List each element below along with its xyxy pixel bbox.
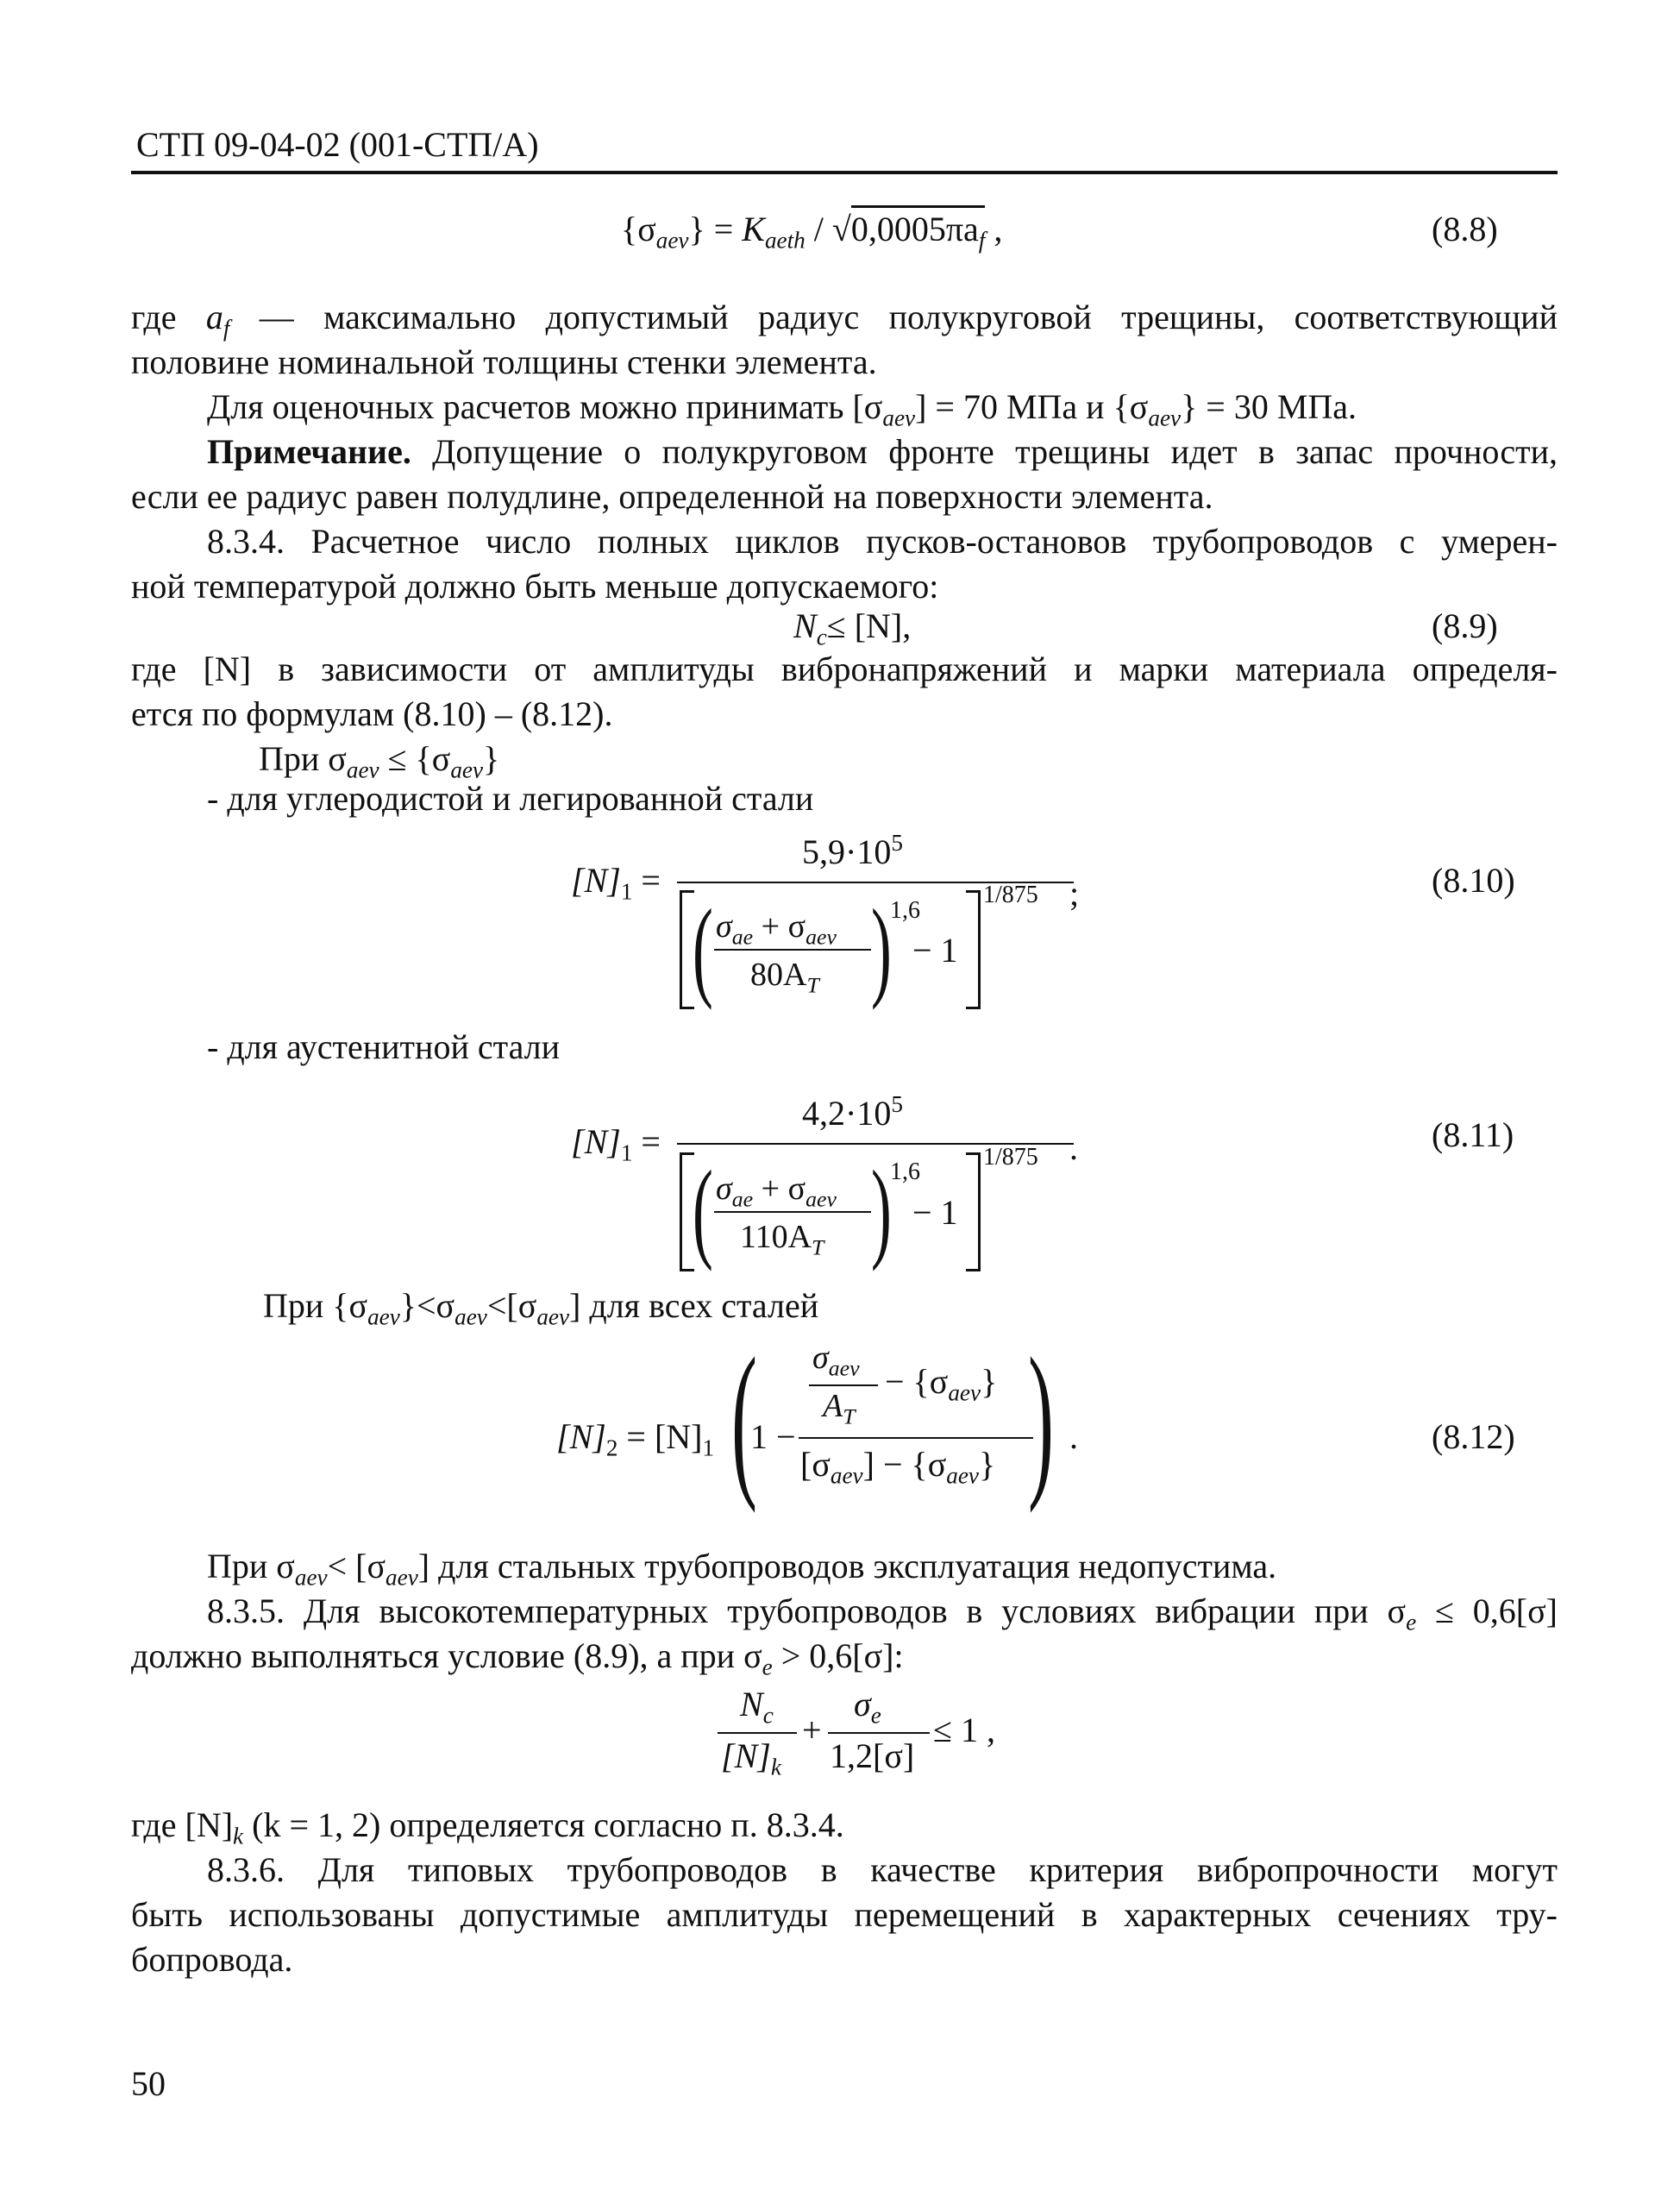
- minus-one: − 1: [912, 1193, 958, 1232]
- note-paragraph: Примечание. Допущение о полукруговом фронте трещины идет в запас прочности,: [207, 432, 1558, 471]
- condition-line: При $\sigma_{aev} \le \{\sigma_{aev}\}$: [259, 739, 500, 783]
- paragraph-line: где $a_f$ — максимально допустимый радиус полукруговой трещины, соответствующий: [131, 298, 1558, 342]
- eq-lhs: $[N]_2 = [N]_1$: [556, 1417, 715, 1461]
- running-header: СТП 09-04-02 (001-СТП/А): [136, 125, 539, 164]
- top-numerator: $\sigma_{aev}$: [812, 1340, 860, 1381]
- left-paren: (: [731, 1323, 757, 1514]
- ineq-n: $N_c$: [740, 1685, 774, 1729]
- equation-8-8: $\{\sigma_{aev}\} = K_{aeth} / √0,0005\pi a_f$ ,: [621, 207, 1002, 252]
- paragraph-line: если ее радиус равен полудлине, определенной на поверхности элемента.: [131, 477, 1213, 516]
- inner-power: 1,6: [890, 1158, 920, 1185]
- inner-power: 1,6: [890, 897, 920, 924]
- top-minus: − $\{\sigma_{aev}\}$: [885, 1362, 998, 1406]
- eq-numerator: $5,9\cdot 10^5$: [802, 830, 903, 871]
- eq-lhs: $[N]_1$ =: [571, 1122, 661, 1166]
- paragraph-line: Для оценочных расчетов можно принимать $[\sigma_{aev}] = 70$ МПа и $\{\sigma_{aev}\} = 30$ МПа.: [207, 387, 1357, 431]
- material-label: - для углеродистой и легированной стали: [207, 779, 814, 818]
- right-bracket: [966, 890, 981, 1009]
- page-number: 50: [131, 2064, 166, 2103]
- inner-numerator: $\sigma_{ae} + \sigma_{aev}$: [716, 1171, 837, 1212]
- paragraph-line: быть использованы допустимые амплитуды перемещений в характерных сечениях тру-: [131, 1895, 1558, 1934]
- inner-numerator: $\sigma_{ae} + \sigma_{aev}$: [716, 908, 837, 950]
- right-paren: ): [1028, 1323, 1054, 1514]
- paragraph-line: ется по формулам (8.10) – (8.12).: [131, 694, 613, 733]
- right-bracket: [966, 1152, 981, 1271]
- eq-tail: ;: [1069, 874, 1080, 913]
- ineq-num2: $\sigma_e$: [854, 1685, 881, 1729]
- paragraph-line: где $[N]_k$ (k = 1, 2) определяется согласно п. 8.3.4.: [131, 1805, 844, 1849]
- condition-line: При $\{\sigma_{aev}\}<\sigma_{aev}<[\sigma_{aev}]$ для всех сталей: [263, 1286, 819, 1330]
- one-minus: 1 −: [750, 1417, 796, 1456]
- paragraph-line: бопровода.: [131, 1940, 293, 1979]
- eq-numerator: $4,2\cdot 10^5$: [802, 1091, 903, 1133]
- main-fraction-bar: [799, 1437, 1033, 1439]
- inner-fraction-bar: [714, 1211, 871, 1213]
- equation-number: (8.10): [1432, 861, 1515, 900]
- ineq-den2: 1,2[σ]: [830, 1736, 915, 1775]
- material-label: - для аустенитной стали: [207, 1027, 561, 1066]
- inner-denominator: $80A_T$: [750, 957, 819, 998]
- header-rule: [131, 171, 1558, 174]
- equation-number: (8.12): [1432, 1417, 1515, 1456]
- outer-power: 1/875: [983, 1144, 1038, 1171]
- equation-number: (8.9): [1432, 606, 1498, 645]
- inner-denominator: $110A_T$: [740, 1219, 824, 1260]
- top-denominator: $A_T$: [823, 1388, 856, 1429]
- section-8-3-6: 8.3.6. Для типовых трубопроводов в качестве критерия вибропрочности могут: [207, 1850, 1558, 1889]
- paragraph-line: должно выполняться условие (8.9), а при $\sigma_e > 0,6[\sigma]$:: [131, 1636, 904, 1680]
- ineq-plus: +: [802, 1711, 822, 1749]
- ineq-den1: $[N]_k$: [721, 1736, 781, 1780]
- equation-number: (8.11): [1432, 1115, 1514, 1154]
- minus-one: − 1: [912, 931, 958, 970]
- equation-number: (8.8): [1432, 210, 1498, 248]
- section-8-3-5: 8.3.5. Для высокотемпературных трубопроводов в условиях вибрации при $\sigma_e \le 0,6[\sigma]$: [207, 1591, 1558, 1635]
- section-8-3-4: 8.3.4. Расчетное число полных циклов пусков-остановов трубопроводов с умерен-: [207, 522, 1558, 561]
- right-paren: ): [871, 1148, 892, 1272]
- paragraph-line: ной температурой должно быть меньше допускаемого:: [131, 567, 939, 606]
- paragraph-line: половине номинальной толщины стенки элемента.: [131, 342, 877, 381]
- eq-tail: .: [1069, 1417, 1078, 1456]
- bottom-denominator: $[\sigma_{aev}] - \{\sigma_{aev}\}$: [800, 1445, 996, 1489]
- ineq-rhs: ≤ 1 ,: [933, 1711, 995, 1749]
- left-paren: (: [693, 887, 713, 1011]
- outer-power: 1/875: [983, 882, 1038, 908]
- paragraph-line: где [N] в зависимости от амплитуды вибронапряжений и марки материала определя-: [131, 650, 1558, 688]
- inner-fraction-bar: [714, 949, 871, 951]
- eq-tail: .: [1069, 1128, 1078, 1167]
- equation-8-9: $N_c\le [N]$,: [793, 606, 912, 650]
- eq-lhs: $[N]_1$ =: [571, 861, 661, 905]
- paragraph-line: При $\sigma_{aev}< [\sigma_{aev}]$ для стальных трубопроводов эксплуатация недопустима.: [207, 1547, 1277, 1591]
- left-paren: (: [693, 1148, 713, 1272]
- right-paren: ): [871, 887, 892, 1011]
